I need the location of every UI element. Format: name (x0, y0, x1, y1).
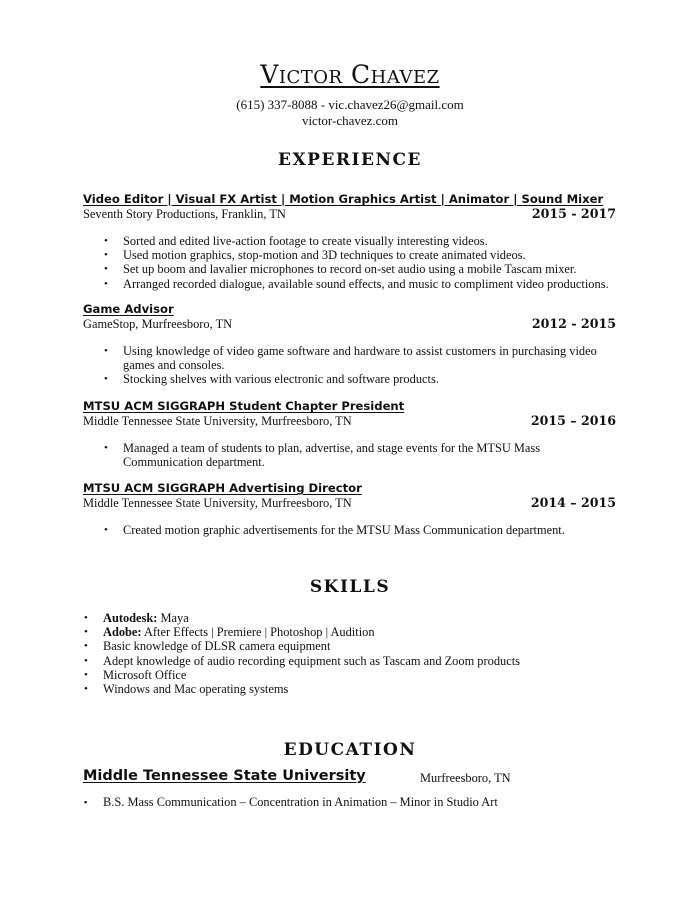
job-bullets (104, 523, 624, 537)
school-name: Middle Tennessee State University (83, 768, 366, 784)
job-org: GameStop, Murfreesboro, TN (83, 317, 233, 331)
list-item: • Windows and Mac operating systems (84, 682, 289, 697)
list-item: • Adobe: After Effects | Premiere | Photoshop | Audition (84, 625, 375, 640)
job-dates: 2014 – 2015 (530, 495, 616, 510)
list-item: • Stocking shelves with various electronic and software products. (104, 372, 439, 387)
bullet-icon: • (84, 683, 88, 696)
bullet-icon: • (84, 654, 88, 667)
skills-list (84, 611, 624, 696)
resume-name (0, 60, 700, 89)
bullet-icon: • (84, 626, 88, 639)
job-bullets (104, 344, 604, 387)
school-location: Murfreesboro, TN (420, 771, 511, 785)
list-item: • Adept knowledge of audio recording equipment such as Tascam and Zoom products (84, 653, 520, 668)
list-item: • Created motion graphic advertisements for the MTSU Mass Communication department. (104, 523, 565, 537)
job-dates: 2015 – 2016 (530, 413, 616, 428)
job-title: MTSU ACM SIGGRAPH Student Chapter President (83, 399, 405, 413)
bullet-icon: • (104, 263, 108, 276)
job-dates: 2012 - 2015 (531, 316, 616, 331)
square-bullet-icon: ▪ (84, 797, 88, 807)
job-title: Video Editor | Visual FX Artist | Motion Graphics Artist | Animator | Sound Mixer (83, 192, 604, 206)
job-org: Middle Tennessee State University, Murfreesboro, TN (83, 414, 352, 428)
list-item: • Sorted and edited live-action footage to create visually interesting videos. (104, 234, 488, 248)
list-item: • Microsoft Office (84, 667, 187, 682)
list-item: • Managed a team of students to plan, advertise, and stage events for the MTSU Mass Communication department. (104, 441, 541, 470)
bullet-icon: • (104, 345, 108, 357)
list-item: • Basic knowledge of DLSR camera equipment (84, 639, 331, 654)
job-dates: 2015 - 2017 (531, 206, 616, 221)
bullet-icon: • (104, 442, 108, 454)
contact-line: (615) 337-8088 - vic.chavez26@gmail.com (236, 97, 464, 112)
job-org: Seventh Story Productions, Franklin, TN (83, 207, 286, 221)
skills-heading: SKILLS (309, 577, 391, 597)
education-list (84, 795, 624, 809)
job-bullets (104, 234, 624, 291)
bullet-icon: • (104, 249, 108, 262)
bullet-icon: • (104, 235, 108, 247)
bullet-icon: • (84, 612, 88, 624)
name-text: Victor Chavez (260, 60, 440, 89)
bullet-icon: • (104, 373, 108, 386)
bullet-icon: • (84, 668, 88, 681)
list-item: • Used motion graphics, stop-motion and 3D techniques to create animated videos. (104, 248, 526, 263)
job-title: Game Advisor (83, 302, 174, 316)
bullet-icon: • (104, 277, 108, 290)
bullet-icon: • (84, 640, 88, 653)
list-item: ▪ B.S. Mass Communication – Concentration in Animation – Minor in Studio Art (84, 795, 498, 809)
experience-heading: EXPERIENCE (278, 150, 422, 170)
education-heading: EDUCATION (283, 740, 417, 760)
job-title: MTSU ACM SIGGRAPH Advertising Director (83, 481, 362, 495)
list-item: • Using knowledge of video game software and hardware to assist customers in purchasing video games and consoles. (104, 344, 597, 373)
list-item: • Arranged recorded dialogue, available sound effects, and music to compliment video productions. (104, 276, 609, 291)
list-item: • Autodesk: Maya (84, 611, 189, 625)
website: victor-chavez.com (301, 113, 399, 128)
job-org: Middle Tennessee State University, Murfreesboro, TN (83, 496, 352, 510)
list-item: • Set up boom and lavalier microphones to record on-set audio using a mobile Tascam mixer. (104, 262, 577, 277)
job-bullets (104, 441, 619, 469)
bullet-icon: • (104, 524, 108, 536)
